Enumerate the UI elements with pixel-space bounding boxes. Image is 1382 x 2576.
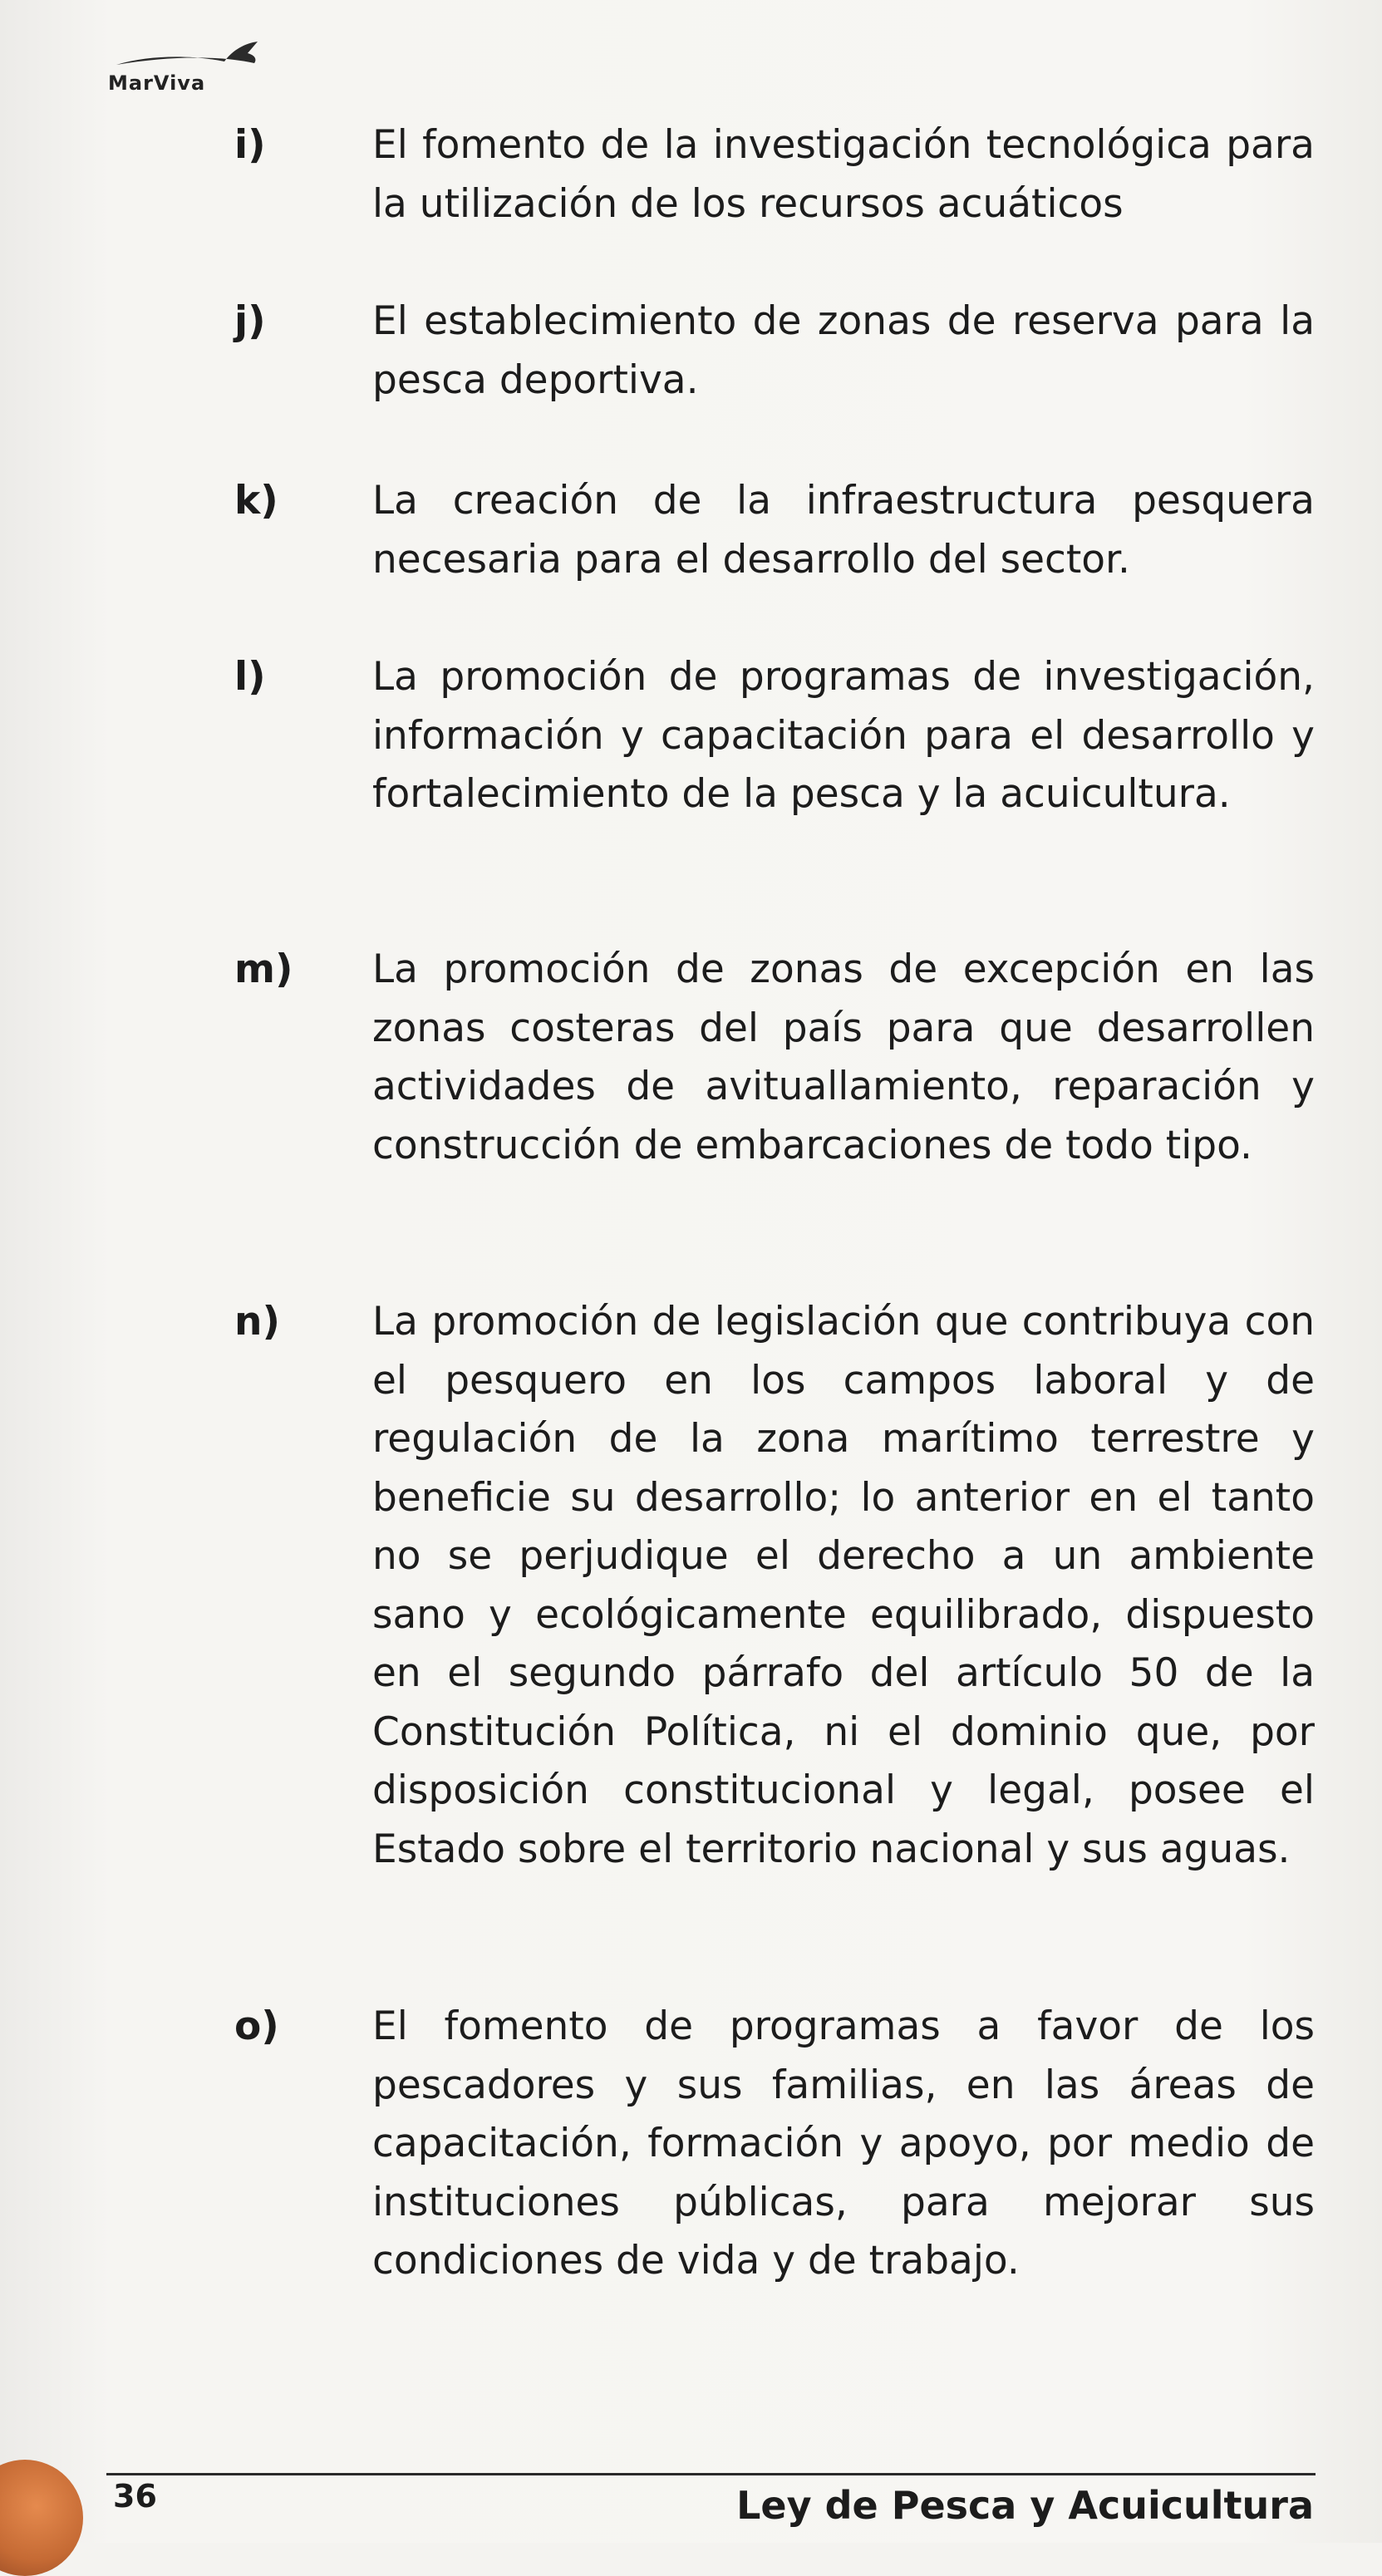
item-letter: i) (234, 122, 266, 168)
book-title: Ley de Pesca y Acuicultura (736, 2483, 1314, 2528)
item-letter: j) (234, 298, 266, 344)
item-letter: l) (234, 654, 266, 700)
marviva-logo (100, 30, 266, 105)
item-text: El fomento de la investigación tecnológica para la utilización de los recursos acuáticos (372, 122, 1315, 227)
item-letter: m) (234, 946, 293, 992)
item-text: La promoción de zonas de excepción en las zonas costeras del país para que desarrollen actividades de avituallamiento, reparación y construcción de embarcaciones de todo tipo. (372, 946, 1315, 1168)
item-letter: k) (234, 478, 278, 524)
logo-text: MarViva (108, 71, 206, 95)
thumb-shadow (0, 2460, 83, 2576)
item-text: El fomento de programas a favor de los pescadores y sus familias, en las áreas de capacitación, formación y apoyo, por medio de instituciones públicas, para mejorar sus condiciones de vida y de trabajo. (372, 2003, 1315, 2283)
item-text: El establecimiento de zonas de reserva para la pesca deportiva. (372, 298, 1315, 403)
item-text: La promoción de legislación que contribuya con el pesquero en los campos laboral y de regulación de la zona marítimo terrestre y beneficie su desarrollo; lo anterior en el tanto no se perjudique el derecho a un ambiente sano y ecológicamente equilibrado, dispuesto en el segundo párrafo del artículo 50 de la Constitución Política, ni el dominio que, por disposición constitucional y legal, posee el Estado sobre el territorio nacional y sus aguas. (372, 1299, 1315, 1872)
footer-divider (106, 2473, 1316, 2475)
page-number: 36 (113, 2478, 157, 2515)
item-letter: o) (234, 2003, 279, 2049)
item-text: La promoción de programas de investigación, información y capacitación para el desarrollo y fortalecimiento de la pesca y la acuicultura. (372, 654, 1315, 817)
item-letter: n) (234, 1299, 280, 1345)
item-text: La creación de la infraestructura pesquera necesaria para el desarrollo del sector. (372, 478, 1315, 583)
